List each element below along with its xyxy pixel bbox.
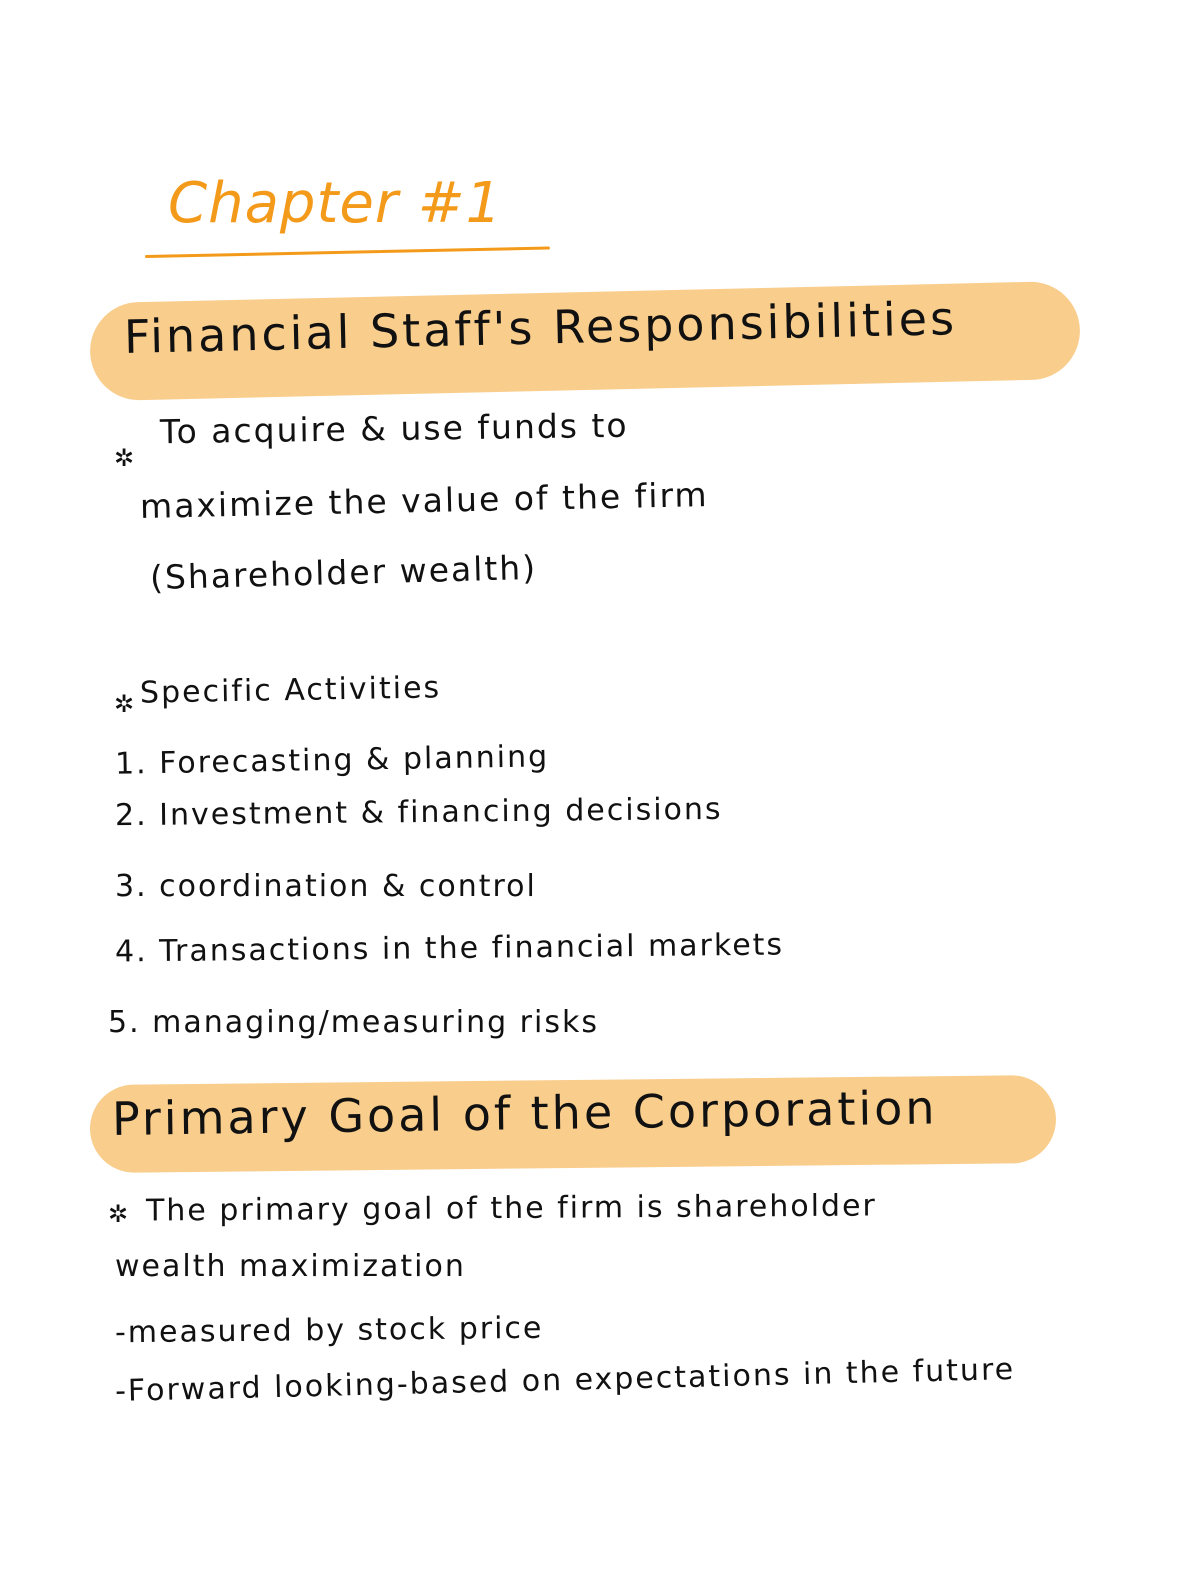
section-heading-responsibilities: Financial Staff's Responsibilities [123,291,958,364]
activity-item-2: 2. Investment & financing decisions [114,791,723,834]
activity-item-5: 5. managing/measuring risks [108,1005,599,1040]
bullet-icon: ✲ [108,1200,129,1228]
goal-dash-2: -Forward looking-based on expectations in the future [114,1352,1016,1409]
responsibility-line-3: (Shareholder wealth) [149,547,538,598]
title-underline [145,247,550,258]
bullet-icon: ✲ [114,690,135,718]
section-heading-primary-goal: Primary Goal of the Corporation [111,1080,938,1146]
goal-dash-1: -measured by stock price [114,1310,544,1351]
responsibility-line-2: maximize the value of the firm [139,475,709,526]
activities-heading: Specific Activities [139,670,442,711]
goal-line-2: wealth maximization [115,1249,466,1284]
bullet-icon: ✲ [114,444,135,472]
responsibility-line-1: To acquire & use funds to [159,405,629,452]
goal-line-1: The primary goal of the firm is shareholder [145,1188,877,1229]
activity-item-3: 3. coordination & control [115,869,537,904]
activity-item-1: 1. Forecasting & planning [114,739,550,782]
activity-item-4: 4. Transactions in the financial markets [114,927,785,970]
chapter-title: Chapter #1 [168,171,503,236]
